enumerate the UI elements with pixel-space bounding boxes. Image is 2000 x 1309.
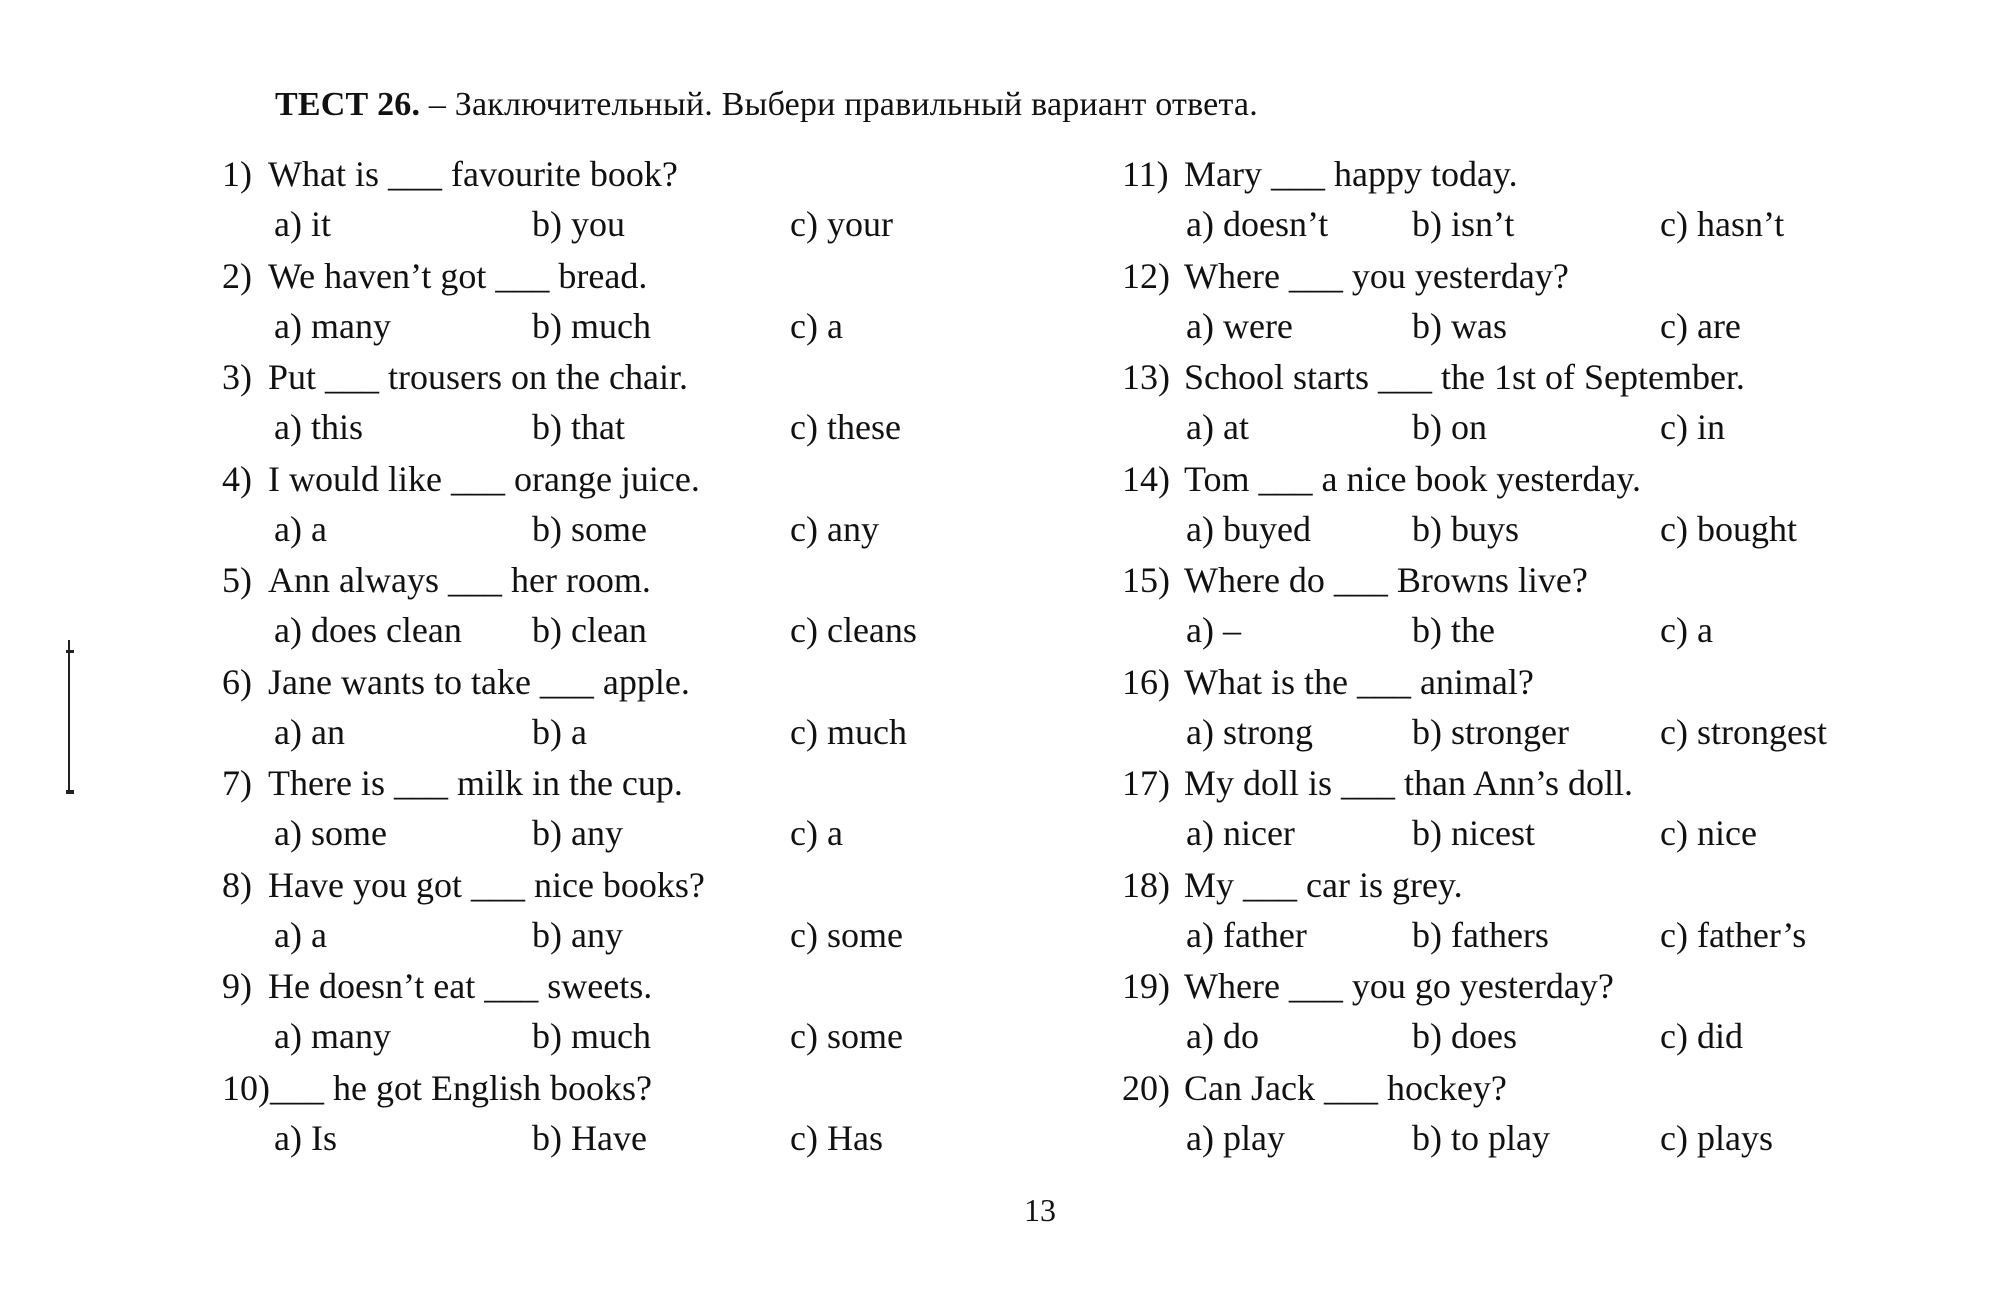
answer-option-a[interactable]: a) strong — [1186, 711, 1313, 752]
test-title — [275, 86, 1258, 124]
question-line — [222, 457, 700, 501]
question-number: 20) — [1122, 1067, 1170, 1108]
answer-option-c[interactable]: c) are — [1660, 305, 1741, 346]
answer-option-b[interactable]: b) clean — [532, 610, 647, 650]
answer-option-c[interactable]: c) strongest — [1660, 711, 1827, 752]
answer-option-c[interactable]: c) these — [790, 407, 901, 447]
question-text: Can Jack ___ hockey? — [1184, 1067, 1507, 1108]
answer-option-c[interactable]: c) some — [790, 914, 903, 955]
answer-option-a[interactable]: a) Is — [274, 1117, 337, 1158]
answer-option-b[interactable]: b) was — [1412, 305, 1507, 346]
page-number: 13 — [1024, 1192, 1056, 1228]
question-text: Where do ___ Browns live? — [1184, 560, 1588, 600]
answer-option-a[interactable]: a) many — [274, 1016, 391, 1056]
question-text: Jane wants to take ___ apple. — [268, 661, 690, 702]
question-number: 19) — [1122, 966, 1170, 1006]
answer-option-a[interactable]: a) – — [1186, 610, 1241, 650]
question-number: 9) — [222, 966, 252, 1006]
question-number: 8) — [222, 864, 252, 905]
test-title-instruction: – Заключительный. Выбери правильный вариант ответа. — [420, 86, 1258, 123]
answer-option-c[interactable]: c) a — [790, 813, 843, 853]
answer-option-c[interactable]: c) Has — [790, 1117, 883, 1158]
answer-option-b[interactable]: b) some — [532, 508, 647, 549]
question-line — [222, 660, 690, 704]
question-text: Have you got ___ nice books? — [268, 864, 705, 905]
answer-option-b[interactable]: b) fathers — [1412, 914, 1549, 955]
question-number: 5) — [222, 560, 252, 600]
answer-option-c[interactable]: c) nice — [1660, 813, 1757, 853]
question-text: We haven’t got ___ bread. — [268, 255, 648, 296]
answer-option-b[interactable]: b) any — [532, 914, 623, 955]
answer-option-c[interactable]: c) father’s — [1660, 914, 1807, 955]
question-number: 2) — [222, 255, 252, 296]
answer-option-a[interactable]: a) nicer — [1186, 813, 1295, 853]
answer-option-c[interactable]: c) your — [790, 204, 893, 244]
question-text: What is ___ favourite book? — [268, 154, 678, 194]
question-line — [1122, 254, 1569, 298]
question-number: 4) — [222, 458, 252, 499]
margin-tick — [66, 790, 74, 794]
question-line — [1122, 863, 1463, 907]
question-number: 6) — [222, 661, 252, 702]
question-line — [1122, 152, 1518, 196]
question-text: There is ___ milk in the cup. — [268, 763, 683, 803]
question-line — [222, 558, 651, 602]
question-line — [222, 254, 647, 298]
question-text: My ___ car is grey. — [1184, 864, 1463, 905]
question-text: Where ___ you yesterday? — [1184, 255, 1569, 296]
question-line — [1122, 761, 1633, 805]
question-line — [1122, 457, 1641, 501]
answer-option-c[interactable]: c) cleans — [790, 610, 917, 650]
answer-option-a[interactable]: a) buyed — [1186, 508, 1311, 549]
question-number: 15) — [1122, 560, 1170, 600]
answer-option-c[interactable]: c) plays — [1660, 1117, 1773, 1158]
answer-option-c[interactable]: c) bought — [1660, 508, 1797, 549]
answer-option-b[interactable]: b) isn’t — [1412, 204, 1515, 244]
answer-option-b[interactable]: b) buys — [1412, 508, 1519, 549]
answer-option-b[interactable]: b) stronger — [1412, 711, 1569, 752]
question-number: 12) — [1122, 255, 1170, 296]
answer-option-b[interactable]: b) any — [532, 813, 623, 853]
question-number: 10) — [222, 1067, 270, 1108]
question-number: 7) — [222, 763, 252, 803]
answer-option-b[interactable]: b) the — [1412, 610, 1495, 650]
question-line — [222, 355, 688, 399]
answer-option-a[interactable]: a) at — [1186, 407, 1249, 447]
question-number: 13) — [1122, 357, 1170, 397]
question-line — [1122, 1066, 1507, 1110]
answer-option-c[interactable]: c) hasn’t — [1660, 204, 1785, 244]
question-line — [1122, 964, 1614, 1008]
question-number: 11) — [1122, 154, 1169, 194]
answer-option-b[interactable]: b) that — [532, 407, 625, 447]
question-number: 16) — [1122, 661, 1170, 702]
answer-option-b[interactable]: b) does — [1412, 1016, 1517, 1056]
question-text: I would like ___ orange juice. — [268, 458, 700, 499]
question-line — [1122, 558, 1588, 602]
question-line — [1122, 355, 1745, 399]
answer-option-c[interactable]: c) did — [1660, 1016, 1743, 1056]
question-text: Tom ___ a nice book yesterday. — [1184, 458, 1642, 499]
answer-option-b[interactable]: b) you — [532, 204, 625, 244]
question-line — [1122, 660, 1534, 704]
question-text: ___ he got English books? — [270, 1067, 652, 1108]
question-number: 17) — [1122, 763, 1170, 803]
question-number: 1) — [222, 154, 252, 194]
answer-option-b[interactable]: b) much — [532, 1016, 651, 1056]
margin-mark — [68, 640, 70, 790]
answer-option-a[interactable]: a) it — [274, 204, 331, 244]
answer-option-a[interactable]: a) some — [274, 813, 387, 853]
question-number: 18) — [1122, 864, 1170, 905]
question-number: 14) — [1122, 458, 1170, 499]
answer-option-c[interactable]: c) a — [1660, 610, 1713, 650]
answer-option-b[interactable]: b) Have — [532, 1117, 647, 1158]
question-text: School starts ___ the 1st of September. — [1184, 357, 1745, 397]
margin-tick — [66, 650, 74, 653]
answer-option-b[interactable]: b) to play — [1412, 1117, 1550, 1158]
question-number: 3) — [222, 357, 252, 397]
answer-option-c[interactable]: c) a — [790, 305, 843, 346]
answer-option-b[interactable]: b) on — [1412, 407, 1487, 447]
answer-option-c[interactable]: c) much — [790, 711, 907, 752]
question-line — [222, 152, 678, 196]
question-line — [222, 761, 683, 805]
answer-option-c[interactable]: c) any — [790, 508, 879, 549]
answer-option-b[interactable]: b) much — [532, 305, 651, 346]
answer-option-b[interactable]: b) a — [532, 711, 587, 752]
answer-option-a[interactable]: a) father — [1186, 914, 1307, 955]
answer-option-a[interactable]: a) play — [1186, 1117, 1285, 1158]
question-text: Ann always ___ her room. — [268, 560, 651, 600]
answer-option-b[interactable]: b) nicest — [1412, 813, 1535, 853]
question-text: My doll is ___ than Ann’s doll. — [1184, 763, 1634, 803]
answer-option-a[interactable]: a) an — [274, 711, 345, 752]
test-title-number: ТЕСТ 26. — [275, 86, 421, 123]
question-text: Mary ___ happy today. — [1184, 154, 1518, 194]
question-line — [222, 1066, 652, 1110]
question-text: Put ___ trousers on the chair. — [268, 357, 688, 397]
answer-option-a[interactable]: a) were — [1186, 305, 1293, 346]
answer-option-a[interactable]: a) do — [1186, 1016, 1259, 1056]
question-line — [222, 863, 705, 907]
question-text: Where ___ you go yesterday? — [1184, 966, 1614, 1006]
answer-option-a[interactable]: a) a — [274, 508, 327, 549]
answer-option-a[interactable]: a) many — [274, 305, 391, 346]
answer-option-c[interactable]: c) in — [1660, 407, 1725, 447]
answer-option-a[interactable]: a) this — [274, 407, 363, 447]
answer-option-c[interactable]: c) some — [790, 1016, 903, 1056]
question-text: He doesn’t eat ___ sweets. — [268, 966, 653, 1006]
answer-option-a[interactable]: a) a — [274, 914, 327, 955]
answer-option-a[interactable]: a) doesn’t — [1186, 204, 1329, 244]
question-text: What is the ___ animal? — [1184, 661, 1534, 702]
question-line — [222, 964, 652, 1008]
answer-option-a[interactable]: a) does clean — [274, 610, 462, 650]
